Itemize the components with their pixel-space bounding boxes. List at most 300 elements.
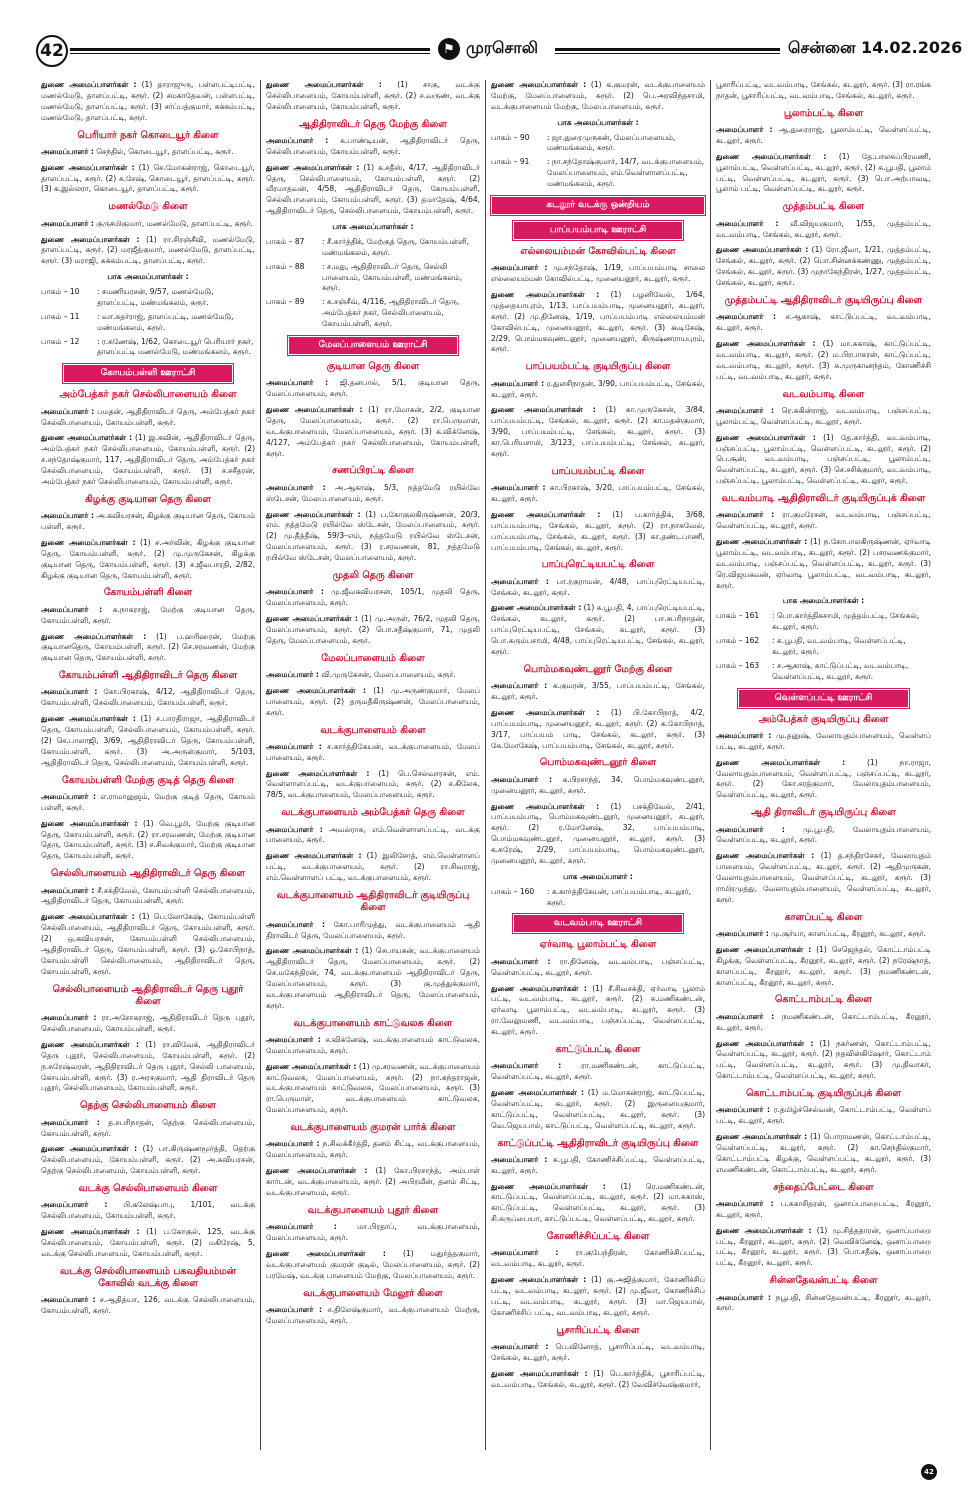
rooster-logo-icon: ⚑ [438, 38, 460, 60]
panchayat-banner: மேலப்பாளையம் ஊராட்சி [288, 336, 458, 355]
member-details: நபூபதி, சின்னதேவன்பட்டி, கீரனூர், கடலூர், கரூர். [716, 1292, 931, 1313]
role-label: துணை அமைப்பாளர்கள் : [266, 614, 358, 624]
member-details: க.குமரன், 3/55, பாப்பயம்பட்டி, சேங்கல், கடலூர், கரூர். [491, 681, 705, 702]
member-entry [716, 1012, 931, 1034]
role-label: துணை அமைப்பாளர்கள் : [491, 983, 587, 993]
member-entry [716, 758, 931, 802]
booth-detail: : ஜா.துரைமுருகன், மேலப்பாளையம், மண்மங்கலம், கரூர். [547, 132, 676, 153]
member-details: ர.துளசிநாதன், 3/90, பாப்பயம்பட்டி, சேங்கல், கடலூர், கரூர். [491, 378, 705, 399]
member-entry [716, 537, 931, 591]
member-details: ச.கார்த்திகேயன், வடக்குபாளையம், மேலப் பாளையம், கரூர். [266, 741, 480, 762]
booth-entry [491, 133, 705, 155]
branch-heading: செல்லிபாளையம் ஆதிதிராவிடர் தெரு கிளை [50, 868, 246, 880]
role-label: துணை அமைப்பாளர்கள் : [716, 537, 808, 547]
member-entry [716, 1199, 931, 1221]
member-entry [41, 1118, 255, 1140]
member-details: (1) பெ.கார்த்திக், பூசாரிப்பட்டி, வடவம்பாடி, சேங்கல், கடலூர், கரூர். (2) வேவிச்வேஷ்குமார், [491, 1368, 705, 1389]
member-details: (1) ந.கோபாலகிருஷ்ணன், ஏர்வாடி பூலாம்பட்டி, வடவம்பாடி, கடலூர், கரூர். (2) பசரவணக்குமார், வடவம்பாடி, பஞ்சப்பட்டி, வெள்ளப்பட்டி, கடலூர், கரூர். (3) ரெ.விஜயகவன், ஏர்வாடி பூலாம்பட்டி, வடவம்பாடி, கடலூர், கரூர். [716, 537, 931, 590]
branch-heading: காட்டுப்பட்டி ஆதிதிராவிடர் குடியிருப்பு கிளை [497, 1137, 699, 1149]
branch-heading: அம்பேத்கர் குடியிருப்பு கிளை [758, 713, 889, 725]
member-details: (1) ப.கோகுலகிருஷ்ணன், 20/3, எம். நத்தமேடு ரயில்வே ஸ்டேசன், மேலப்பாளையம், கரூர். (2) மு.தீத்தீஷ், 59/3–எம், நத்தமேடு ரயில்வே ஸ்டேசன், மேலப்பாளையம், கரூர். (3) ர.சரவணன், 81, நத்தமேடு ரயில்வே ஸ்டேசன், மேலப்பாளையம், கரூர். [266, 509, 480, 563]
member-details: (1) கோ.பிரசாந்த், அம்பாள் கார்டன், வடக்குபாளையம், கரூர். (2) அபிரவீன், தனம் சிட்டி, வடக்குபாளையம், கரூர். [266, 1166, 481, 1197]
role-label: அமைப்பாளர் : [266, 741, 322, 751]
booth-label: பாகம் – 87 [266, 236, 305, 246]
role-label: துணை அமைப்பாளர்கள் : [41, 1144, 138, 1154]
role-label: துணை அமைப்பாளர்கள் : [491, 707, 600, 717]
role-label: துணை அமைப்பாளர்கள் : [716, 151, 827, 161]
member-details: (1) இலிசோத், எம்.வெள்ளாளப் பட்டி, வடக்குபாளையம், கரூர். (2) ரா.சிவராஜ், எம்.வெள்ளாளப் பட்டி, வடக்குபாளையம், கரூர். [266, 851, 480, 883]
branch-heading: பாப்பயம்பட்டி கிளை [551, 465, 645, 477]
member-details: மு.சூர்யா, காளப்பட்டி, கீரனூர், கடலூர், கரூர். [771, 929, 926, 939]
branch-heading: சணப்பிரட்டி கிளை [332, 465, 414, 477]
member-entry [491, 80, 705, 113]
member-details: (1) ரா.மோகன், 2/2, குடியான தெரு, மேலப்பாளையம், கரூர். (2) ரா.பெருமாள், வடக்குபாளையம், மேலப்பாளையம், கரூர். (3) க.விக்னேஷ், 4/127, அம்பேத்கர் நகர் செல்லிபாளையம், கோயம்பள்ளி, கரூர். [266, 405, 481, 458]
member-entry [716, 312, 931, 334]
role-label: அமைப்பாளர் : [491, 1061, 562, 1071]
member-details: ரா.குபேந்திரன், கோணிச்சிப்பட்டி, வடவம்பாடி, கடலூர், கரூர். [491, 1248, 705, 1269]
role-label: துணை அமைப்பாளர்கள் : [41, 80, 137, 89]
member-details: ரா.தினேஷ், வடவம்பாடி, பஞ்சப்பட்டி, வெள்ளப்பட்டி, கடலூர், கரூர். [491, 956, 705, 977]
member-details: (1) சாகு, வடக்கு செல்லிபாளையம், கோயம்பள்ளி, கரூர். (2) ச.வருண், வடக்கு செல்லிபாளையம், கோயம்பள்ளி, கரூர். [266, 80, 480, 111]
member-entry [716, 1226, 931, 1270]
booth-detail: : ர.கணேஷ், 1/62, கொடையூர் பெரியார் நகர், தாளப்பட்டி மணல்மேடு, மண்மங்கலம், கரூர். [97, 336, 254, 357]
booth-detail: : சீ.கார்த்திக், மேற்குத் தெரு, கோயம்பள்ளி, மண்மங்கலம், கரூர். [322, 236, 470, 257]
member-entry [716, 851, 931, 905]
booth-detail: : ச.மது, ஆதிதிராவிடர் தெரு, செல்லி பாளையம், கோயம்பள்ளி, மண்மங்கலம், கரூர். [322, 261, 463, 293]
member-details: ப.சுகாசிதரன், ஒனாப்பாறைபட்டி, கீரனூர், கடலூர், கரூர். [716, 1198, 931, 1219]
branch-heading: குடியான தெரு கிளை [326, 361, 420, 373]
member-details: குருசமிகுமார், மணல்மேடு, தாளப்பட்டி, கரூர். [96, 218, 253, 228]
member-details: (1) பெ.செல்வாரசன், எம். வெள்ளாளப்பட்டி, வடக்குபாளையம், கரூர். (2) ச.கிலேசு, 78/5, வடக்குபாளையம், மேலப்பாளையம், கரூர். [266, 768, 480, 800]
member-entry [266, 742, 480, 764]
member-entry [491, 802, 705, 867]
member-details: கோ.பிரகாஷ், 4/12, ஆதிதிராவிடர் தெரு, கோயம்பள்ளி, செல்லிபாளையம், கோயம்பள்ளி, கரூர். [41, 687, 255, 708]
branch-heading: பூசாரிப்பட்டி கிளை [556, 1324, 640, 1336]
booth-entry [716, 611, 931, 633]
section-subheading: பாக அமைப்பாளர் : [563, 871, 633, 881]
member-details: (1) கு.அஜித்குமார், கோணிச்சிப் பட்டி, வடவம்பாடி, கடலூர், கரூர். (2) மு.ஜீவா, கோணிச்சிப் பட்டி, வடவம்பாடி, கடலூர், கரூர். (3) மா.ஜெயபால், கோணிச்சிப் பட்டி, வடவம்பாடி, கடலூர், கரூர். [491, 1275, 705, 1317]
role-label: துணை அமைப்பாளர்கள் : [41, 433, 133, 443]
member-entry [491, 1248, 705, 1270]
role-label: அமைப்பாளர் : [266, 919, 325, 929]
member-entry [41, 912, 255, 977]
member-details: பெ.வினோத், பூசாரிப்பட்டி, வடவம்பாடி, சேங்கல், கடலூர், கரூர். [491, 1342, 705, 1362]
branch-heading: வடக்குபாளையம் புதூர் கிளை [307, 1204, 439, 1216]
member-details: பி.கலேஷ்பாபு, 1/101, வடக்கு செல்லிபாளையம், கோயம்பள்ளி, கரூர். [41, 1200, 255, 1221]
role-label: அமைப்பாளர் : [491, 956, 551, 966]
member-entry [266, 946, 480, 1011]
footer-page-number: 42 [921, 1464, 937, 1480]
member-details: மு.தனுஷ், வேலாயுதம்பாளையம், வெள்ளப் பட்டி, கடலூர், கரூர். [716, 730, 931, 751]
member-entry [491, 510, 705, 554]
booth-label: பாகம் – 90 [491, 132, 530, 142]
member-details: (1) சு.பூபதி, 4, பாப்புரெட்டியபட்டி, சேங்கல், கடலூர், கரூர். (2) பா.சபரிநாதன், பாப்புரெட்டியபட்டி, சேங்கல், கடலூர், கரூர். (3) பொ.சுரும்பசாமி, 4/48, பாப்புரெட்டியபட்டி, சேங்கல், கடலூர், கரூர். [491, 603, 705, 656]
member-entry [41, 80, 255, 124]
branch-heading: சின்னதேவன்பட்டி கிளை [769, 1275, 878, 1287]
member-entry [716, 929, 931, 940]
member-entry [266, 136, 480, 158]
member-details: (1) தே.பாலசுப்பிரமணி, பூலாம்பட்டி, வெள்ளப்பட்டி, கடலூர், கரூர். (2) சு.பூபதி, பூலாம் பட்டி, வெள்ளப்பட்டி, கடலூர், கரூர். (3) பொ.அற்பாவடி, பூலாம் பட்டி, வெள்ளப்பட்டி, கடலூர், கரூர். [716, 151, 932, 194]
member-entry [716, 433, 931, 487]
member-entry [716, 1132, 931, 1176]
member-entry [266, 405, 480, 459]
role-label: துணை அமைப்பாளர்கள் : [266, 851, 362, 861]
member-details: அ.கவியரசன், கிழக்கு குடியான தெரு, கோயம் பள்ளி, கரூர். [41, 511, 255, 532]
member-entry [716, 510, 931, 532]
role-label: துணை அமைப்பாளர்கள் : [266, 405, 363, 415]
role-label: துணை அமைப்பாளர்கள் : [716, 1132, 808, 1142]
role-label: அமைப்பாளர் : [716, 1105, 771, 1115]
column-2 [261, 80, 486, 1450]
member-details: (1) ம.மோகன்ராஜ், காட்டுப்பட்டி, வெள்ளப்பட்டி, கடலூர், கரூர். (2) இருளையகுமார், காட்டுப்பட்டி, வெள்ளப்பட்டி, கடலூர், கரூர். (3) வெ.ஜெயபால், காட்டுப்பட்டி, வெள்ளப்பட்டி, கடலூர், கரூர். [491, 1088, 705, 1130]
role-label: துணை அமைப்பாளர்கள் : [716, 757, 846, 767]
role-label: அமைப்பாளர் : [716, 1292, 772, 1302]
role-label: அமைப்பாளர் : [41, 218, 94, 228]
role-label: அமைப்பாளர் : [41, 1117, 100, 1127]
booth-entry [266, 262, 480, 295]
role-label: அமைப்பாளர் : [41, 885, 95, 895]
member-entry [716, 80, 931, 102]
member-details: (1) ப.ஹரிஹரன், மேற்கு குடியானதெரு, கோயம்பள்ளி, கரூர். (2) செ.சரவணன், மேற்கு குடியான தெரு, கோயம்பள்ளி, கரூர். [41, 631, 255, 663]
branch-heading: ஏர்வாடி பூலாம்பட்டி கிளை [539, 939, 657, 951]
member-entry [491, 984, 705, 1038]
role-label: துணை அமைப்பாளர்கள் : [41, 714, 136, 724]
member-entry [41, 1200, 255, 1222]
member-entry [716, 731, 931, 753]
member-entry [266, 1035, 480, 1057]
branch-heading: பொம்மகவுண்டனூர் கிளை [539, 757, 657, 769]
member-entry [41, 433, 255, 487]
role-label: அமைப்பாளர் : [491, 1154, 548, 1164]
member-entry [266, 1062, 480, 1116]
booth-entry [716, 661, 931, 683]
member-entry [491, 1182, 705, 1226]
role-label: துணை அமைப்பாளர்கள் : [41, 1039, 140, 1049]
member-entry [41, 511, 255, 533]
member-details: பூசாரிப்பட்டி, வடவம்பாடி, சேங்கல், கடலூர், கரூர். (3) ரா.ரங்க நாதன், பூசாரிப்பட்டி, வடவம்பாடி, சேங்கல், கடலூர், கரூர். [716, 80, 931, 100]
branch-heading: கோயம்பள்ளி ஆதிதிராவிடர் தெரு கிளை [58, 670, 238, 682]
section-subheading: பாக அமைப்பாளர்கள் : [332, 222, 414, 232]
member-details: (1) மு.சரவணன், வடக்குபாளையம் காட்டுவலசு, மேலப்பாளையம், கரூர். (2) நா.கந்தராஜன், வடக்குபாளையம் காட்டுவலசு, மேலப்பாளையம், கரூர். (3) ரா.பெருமாள், வடக்குபாளையம் காட்டுவலசு, மேலப்பாளையம், கரூர். [266, 1061, 481, 1115]
member-details: வீ.விஜயகுமார், 1/55, முத்தம்பட்டி, வடவம்பாடி, சேங்கல், கடலூர், கரூர். [716, 218, 931, 239]
member-entry [266, 920, 480, 942]
branch-heading: ஆதிதிராவிடர் தெரு மேற்கு கிளை [299, 118, 447, 130]
member-details: வி.முருகேசன், மேலப்பாளையம், கரூர். [321, 670, 456, 680]
role-label: அமைப்பாளர் : [491, 263, 548, 273]
member-details: (1) பெ.லோகேஷ், கோயம்பள்ளி செல்லிபாளையம், ஆதிதிராவிடர் தெரு, கோயம்பள்ளி, கரூர். (2) ஒ.கவியரசன், கோயம்பள்ளி செல்லிபாளையம், ஆதிதிராவிடர் தெரு, கோயம்பள்ளி, கரூர். (3) ஓ.கோபிநாத், கோயம்பள்ளி செல்லிபாளையம், ஆதிதிராவிடர் தெரு, கோயம்பள்ளி, கரூர். [41, 912, 255, 976]
branch-heading: முத்தம்பட்டி ஆதிதிராவிடர் குடியிருப்பு கிளை [724, 294, 923, 306]
booth-detail: : க.சஞ்சீவ், 4/116, ஆதிதிராவிடர் தெரு, அம்பேத்கர் நகர், செல்லிபாளையம், கோயம்பள்ளி, கரூர். [322, 297, 460, 329]
branch-heading: பாப்பயம்பட்டி குடியிருப்பு கிளை [525, 361, 671, 373]
newspaper-name: முரசொலி [466, 38, 538, 57]
role-label: அமைப்பாளர் : [41, 687, 98, 697]
member-details: (1) மு.அருண்குமார், மேலப் பாளையம், கரூர். (2) தருமதீகிருஷ்ணன், மேலப்பாளையம், கரூர். [266, 685, 480, 717]
union-banner: கடலூர் வடக்கு ஒன்றியம் [491, 196, 705, 215]
member-entry [266, 825, 480, 847]
member-details: (1) பி.கோபிநாத், 4/2, பாப்பயம்பாடி, முனையனூர், கடலூர், கரூர். (2) க.கோபிநாத், 3/17, பாப்பயம் பாடி, சேங்கல், கடலூர், கரூர். (3) கே.மோகேஷ், பாப்பயம்பாடி, சேங்கல், கடலூர், கரூர். [491, 707, 705, 750]
role-label: துணை அமைப்பாளர்கள் : [41, 162, 135, 172]
member-details: மு.சந்தோஷ், 1/19, பாப்பயம்பாடி சாலை எல்லையம்மன் கோவில்பட்டி, முனையனூர், கடலூர், கரூர். [491, 263, 705, 284]
column-1 [36, 80, 261, 1450]
role-label: அமைப்பாளர் : [266, 670, 319, 680]
role-label: துணை அமைப்பாளர்கள் : [266, 1061, 357, 1071]
role-label: அமைப்பாளர் : [491, 378, 545, 388]
branch-heading: முத்தம்பட்டி கிளை [782, 201, 865, 213]
member-details: (1) ரெ.மணிகண்டன், காட்டுப்பட்டி, வெள்ளப்பட்டி, கடலூர், கரூர். (2) மா.சுகாஸ், காட்டுப்பட்டி, வெள்ளப்பட்டி, கடலூர், கரூர். (3) சி.சுருப்பையா, காட்டுப்பட்டி, வெள்ளப்பட்டி, கடலூர், கரூர். [491, 1181, 706, 1224]
member-entry [491, 1155, 705, 1177]
section-subheading: பாக அமைப்பாளர்கள் : [782, 596, 865, 606]
member-entry [41, 407, 255, 429]
branch-heading: கொட்டாம்பட்டி கிளை [774, 994, 872, 1006]
member-entry [41, 886, 255, 908]
booth-detail: : ச.ஆகாஷ், காட்டுப்பட்டி, வடவம்பாடி, வெள்ளப்பட்டி, கடலூர், கரூர். [772, 660, 909, 681]
member-details: (1) பழனிவேல், 1/64, முத்தையாபுரம், 1/13, பாப்பயம்பாடி, முனையனூர், கடலூர், கரூர். (2) மு.தினேஷ், 1/19, பாப்பயம்பாடி எல்லையம்மன் கோவில்பட்டி, முனையனூர், கடலூர், கரூர். (3) கூடிசேஷ், 2/29, பொம்மகவுண்டனூர், முனையனூர், கிருஷ்ணராயபுரம், கரூர். [491, 290, 705, 354]
branch-heading: ஆதி திராவிடர் குடியிருப்பு கிளை [751, 807, 896, 819]
dateline: சென்னை 14.02.2026 [788, 38, 963, 57]
booth-entry [491, 157, 705, 190]
booth-entry [266, 297, 480, 330]
section-subheading: பாக அமைப்பாளர்கள் : [107, 272, 189, 282]
role-label: துணை அமைப்பாளர்கள் : [491, 509, 601, 519]
member-details: ஆ.துரைராஜ், பூலாம்பட்டி, வெள்ளப்பட்டி, கடலூர், கரூர். [716, 125, 931, 145]
booth-label: பாகம் – 160 [491, 886, 535, 896]
branch-heading: பெரியார் நகர் கொடையூர் கிளை [77, 129, 219, 141]
role-label: துணை அமைப்பாளர்கள் : [266, 1166, 368, 1176]
member-entry [41, 1227, 255, 1260]
member-details: (1) ச.பாரதிராஜா, ஆதிதிராவிடர் தெரு, கோயம்பள்ளி, செல்லிபாளையம், கோயம்பள்ளி, கரூர். (2) செ.பாலாஜி, 3/69, ஆதிதிராவிடர் தெரு, கோயம்பள்ளி, கோயம்பள்ளி, கரூர். (3) அ.அருள்குமார், 5/103, ஆதிதிராவிடர் தெரு, செல்லிபாளையம், கோயம்பள்ளி, கரூர். [41, 714, 255, 767]
booth-detail: : பொ.கார்த்திகசாமி, முத்தம்பட்டி, சேங்கல், கடலூர், கரூர். [772, 611, 920, 632]
booth-label: பாகம் – 10 [41, 287, 80, 297]
member-details: (1) ப.கார்த்திக், 3/68, பாப்பயம்பாடி, சேங்கல், கடலூர், கரூர். (2) ரா.நாகவேல், பாப்பயம்பாடி, சேங்கல், கடலூர், கரூர். (3) கா.தண்டபாணி, பாப்பயம்பாடி, சேங்கல், கடலூர், கரூர். [491, 509, 705, 552]
role-label: அமைப்பாளர் : [716, 929, 769, 939]
member-entry [41, 1295, 255, 1317]
member-details: (1) செஜெந்தல், கொட்டாம்பட்டி கிழக்கு, வெள்ளப்பட்டி, கீரனூர், கடலூர், கரூர். (2) நரேஷ்நாத், காளப்பட்டி, கீரனூர், கடலூர், கரூர். (3) நமணிகண்டன், காளப்பட்டி, கீரனூர், கடலூர், கரூர். [716, 944, 931, 987]
booth-detail: : நா.சந்தோஷ்குமார், 14/7, வடக்குபாளையம், மேலப்பாளையம், எம்.வெள்ளாளப்பட்டி, மண்மங்கலம், கரூர். [547, 157, 705, 188]
role-label: துணை அமைப்பாளர்கள் : [716, 432, 816, 442]
member-details: பா.ரகுராமன், 4/48, பாப்புரெட்டியபட்டி, சேங்கல், கடலூர், கரூர். [491, 576, 705, 597]
member-details: சீ.சக்திவேல், கோயம்பள்ளி செல்லிபாளையம், ஆதிதிராவிடர் தெரு, கோயம்பள்ளி, கரூர். [41, 885, 255, 906]
role-label: துணை அமைப்பாளர்கள் : [491, 1275, 587, 1285]
member-entry [41, 219, 255, 230]
member-details: கா.பிரகாஷ், 3/20, பாப்பயம்பட்டி, சேங்கல், கடலூர், கரூர். [491, 483, 705, 503]
booth-entry [716, 636, 931, 658]
member-entry [266, 1249, 480, 1282]
member-details: பமதன், ஆதிதிராவிடர் தெரு, அம்பேத்கர் நகர் செல்லிபாளையம், கோயம்பள்ளி, கரூர். [41, 406, 255, 427]
member-entry [491, 1275, 705, 1319]
member-entry [41, 1144, 255, 1177]
member-entry [266, 1305, 480, 1327]
member-details: ரா.மணிகண்டன், காட்டுப்பட்டி, வெள்ளப்பட்டி, கடலூர், கரூர். [491, 1061, 705, 1082]
branch-heading: மணல்மேடு கிளை [108, 201, 188, 213]
member-details: (1) நா.ராஜா, வேலாயுதம்பாளையம், வெள்ளப்பட்டி, பஞ்சப்பட்டி, கடலூர், கரூர். (2) கோ.சரத்குமார், வேலாயுதம்பாளையம், வெள்ளப்பட்டி, கடலூர், கரூர். [716, 757, 931, 800]
role-label: துணை அமைப்பாளர்கள் : [41, 631, 147, 641]
booth-label: பாகம் – 91 [491, 157, 530, 167]
column-3 [486, 80, 711, 1450]
article-columns [36, 80, 936, 1450]
role-label: அமைப்பாளர் : [266, 824, 323, 834]
member-details: த.சபரிநாதன், தெற்கு செல்லிபாளையம், கோயம்பள்ளி, கரூர். [41, 1117, 255, 1138]
member-entry [491, 379, 705, 401]
member-entry [491, 708, 705, 752]
role-label: துணை அமைப்பாளர்கள் : [491, 603, 582, 613]
role-label: துணை அமைப்பாளர்கள் : [491, 1088, 584, 1098]
member-details: (1) கா.முருகேசன், 3/84, பாப்பயம்பட்டி, சேங்கல், கடலூர், கரூர். (2) கா.மதன்குமார், 3/90, பாப்பயம்பட்டி, சேங்கல், கடலூர், கரூர். (3) கா.பெரியசாமி, 3/123, பாப்பயம்பட்டி, சேங்கல், கடலூர், கரூர். [491, 405, 705, 458]
member-details: ந.சிவக்கீர்த்தி, தனம் சிட்டி, வடக்குபாளையம், மேலப்பாளையம், கரூர். [266, 1139, 480, 1160]
member-entry [266, 1139, 480, 1161]
role-label: துணை அமைப்பாளர்கள் : [41, 537, 136, 547]
member-details: ரா.அசோகராஜ், ஆதிதிராவிடர் தெரு புதூர், செல்லிபாளையம், கோயம்பள்ளி, கரூர். [41, 1013, 255, 1034]
member-entry [716, 245, 931, 289]
booth-label: பாகம் – 163 [716, 660, 760, 670]
member-entry [266, 163, 480, 217]
member-entry [491, 290, 705, 355]
role-label: துணை அமைப்பாளர்கள் : [491, 1181, 606, 1191]
member-details: (1) சீ.சிவசக்தி, ஏர்வாடி பூலாம் பட்டி, வடவம்பாடி, கடலூர், கரூர். (2) சு.மணிகண்டன், ஏர்வாடி பூலாம்பட்டி, வடவம்பாடி, கடலூர், கரூர். (3) ரா.வேலுமணி, வடவம்பாடி, பஞ்சப்பட்டி, வெள்ளப்பட்டி, கடலூர், கரூர். [491, 983, 705, 1037]
member-details: (1) ரா.விவேக், ஆதிதிராவிடர் தெரு புதூர், செல்லிபாளையம், கோயம்பள்ளி, கரூர். (2) ந.சுரேஷ்வரன், ஆதிதிராவிடர் தெரு புதூர், செல்லி பாளையம், கோயம்பள்ளி, கரூர். (3) ர.அரசகுமார், ஆதி திராவிடர் தெரு புதூர், செல்லிபாளையம், கோயம்பள்ளி, கரூர். [41, 1039, 255, 1093]
member-entry [41, 687, 255, 709]
page-number-badge: 42 [36, 35, 68, 67]
member-entry [266, 769, 480, 802]
role-label: அமைப்பாளர் : [491, 483, 546, 493]
member-details: (1) மு.அருள், 76/2, முதலி தெரு, மேலப்பாளையம், கரூர். (2) பொ.சதீஷ்குமார், 71, முதலி தெரு, மேலப்பாளையம், கரூர். [266, 614, 480, 645]
member-details: (1) க.குமரன், வடக்குபாளையம் மேற்கு, மேலப்பாளையம், கரூர். (2) பெ.அரவிந்தசாமி, வடக்குபாளையம் மேற்கு, மேலப்பாளையம், கரூர். [491, 80, 705, 111]
member-entry [716, 1293, 931, 1315]
branch-heading: காட்டுப்பட்டி கிளை [555, 1043, 641, 1055]
member-entry [491, 1369, 705, 1391]
member-details: (1) பொராமணன், கொட்டாம்பட்டி, வெள்ளப்பட்டி, கடலூர், கரூர். (2) கா.செந்தில்குமார், கொட்டாம்பட்டி கிழக்கு, வெள்ளப்பட்டி, கடலூர், கரூர். (3) எமணிகண்டன், கொட்டாம்பட்டி, கடலூர், கரூர். [716, 1132, 932, 1174]
role-label: துணை அமைப்பாளர்கள் : [716, 339, 816, 349]
panchayat-banner: பாப்பயம்பாடி ஊராட்சி [513, 221, 683, 240]
member-details: மு.ஜீவகவியரசன், 105/1, முதலி தெரு, மேலப்பாளையம், கரூர். [266, 587, 480, 608]
member-details: (1) மு.சித்ததாரன், ஒனாப்பாறை பட்டி, கீரனூர், கடலூர், கரூர். (2) வெவிக்னேஷ், ஒனாப்பாறை பட்டி, கீரனூர், கடலூர், கரூர். (3) பொ.சதீஷ், ஒனாப்பாறை பட்டி, கீரனூர், கடலூர், கரூர். [716, 1225, 931, 1268]
section-subheading: பாக அமைப்பாளர்கள் : [557, 117, 639, 127]
role-label: அமைப்பாளர் : [491, 1248, 559, 1258]
booth-label: பாகம் – 89 [266, 297, 305, 307]
member-entry [41, 1013, 255, 1035]
member-entry [716, 1039, 931, 1083]
booth-entry [266, 237, 480, 259]
member-entry [716, 406, 931, 428]
role-label: துணை அமைப்பாளர்கள் : [266, 162, 360, 172]
role-label: அமைப்பாளர் : [41, 604, 103, 614]
member-entry [716, 1105, 931, 1127]
role-label: துணை அமைப்பாளர்கள் : [491, 801, 600, 811]
member-entry [41, 714, 255, 768]
branch-heading: வடக்குபாளையம் குமரன் பார்க் கிளை [290, 1122, 456, 1134]
member-entry [491, 775, 705, 797]
member-details: செந்தில், கொடையூர், தாளப்பட்டி, கரூர். [96, 146, 234, 156]
booth-entry [41, 287, 255, 309]
member-details: ஜி.தனபால், 5/1, குடியான தெரு, மேலப்பாளையம், கரூர். [266, 378, 480, 399]
member-details: க.நாகராஜ், மேற்கு குடியான தெரு, கோயம்பள்ளி, கரூர். [41, 604, 255, 625]
member-details: ச.திலேஷ்குமார், வடக்குபாளையம் மேற்கு, மேலப்பாளையம், கரூர். [266, 1304, 480, 1325]
booth-label: பாகம் – 161 [716, 611, 760, 621]
member-entry [266, 851, 480, 884]
role-label: அமைப்பாளர் : [716, 510, 775, 520]
member-entry [41, 538, 255, 582]
member-details: (1) த.சந்திரசேகர், வேலாயுதம் பாளையம், வெள்ளப்பட்டி, கடலூர், கரூர். (2) ஆதிமுருகன், வேலாயுதம்பாளையம், வெள்ளப்பட்டி, கடலூர், கரூர். (3) ராமிரமுத்து, வேலாயுதம்பாளையம், வெள்ளப்பட்டி, கடலூர், கரூர். [716, 851, 931, 904]
member-details: (1) மா.சுகாஷ், காட்டுப்பட்டி, வடவம்பாடி, கடலூர், கரூர். (2) ம.பிரபாகரன், காட்டுப்பட்டி, வடவம்பாடி, கடலூர், கரூர். (3) சு.முருகானந்தம், கோணிச்சி பட்டி, வடவம்பாடி, கடலூர், கரூர். [716, 339, 931, 381]
branch-heading: கோயம்பள்ளி மேற்கு குடித் தெரு கிளை [61, 774, 235, 786]
booth-detail: : சமணியரசன், 9/57, மணல்மேடு, தாளப்பட்டி, மண்மங்கலம், கரூர். [97, 287, 214, 307]
booth-detail: : க.கார்த்திகேயன், பாப்பயம்பாடி, கடலூர், கரூர். [547, 886, 691, 907]
role-label: துணை அமைப்பாளர்கள் : [266, 946, 359, 956]
branch-heading: எல்லையம்மன் கோவில்பட்டி கிளை [520, 245, 676, 257]
branch-heading: பாப்புரெட்டியபட்டி கிளை [541, 559, 655, 571]
booth-label: பாகம் – 11 [41, 311, 80, 321]
member-entry [716, 125, 931, 147]
role-label: அமைப்பாளர் : [266, 1304, 322, 1314]
branch-heading: கோணிச்சிப்பட்டி கிளை [546, 1231, 650, 1243]
role-label: துணை அமைப்பாளர்கள் : [716, 1038, 814, 1048]
role-label: துணை அமைப்பாளர்கள் : [41, 234, 140, 244]
role-label: துணை அமைப்பாளர்கள் : [716, 1225, 812, 1235]
member-entry [41, 1040, 255, 1094]
member-entry [266, 1222, 480, 1244]
member-entry [41, 163, 255, 196]
role-label: அமைப்பாளர் : [716, 218, 779, 228]
member-entry [41, 235, 255, 268]
member-entry [266, 587, 480, 609]
role-label: துணை அமைப்பாளர்கள் : [491, 290, 600, 300]
branch-heading: காளப்பட்டி கிளை [784, 911, 863, 923]
member-entry [266, 670, 480, 681]
role-label: அமைப்பாளர் : [491, 774, 552, 784]
member-entry [716, 152, 931, 196]
member-details: சு.பூபதி, கோணிச்சிப்பட்டி, வெள்ளப்பட்டி, கடலூர், கரூர். [491, 1154, 705, 1175]
member-entry [266, 483, 480, 505]
role-label: அமைப்பாளர் : [41, 1013, 97, 1023]
member-entry [41, 792, 255, 814]
role-label: அமைப்பாளர் : [41, 1295, 96, 1305]
member-entry [41, 819, 255, 863]
header-rule-right-thin [555, 53, 780, 54]
booth-entry [41, 312, 255, 334]
member-details: ச.விக்னேஷ், வடக்குபாளையம் காட்டுவலசு, மேலப்பாளையம், கரூர். [266, 1034, 480, 1055]
branch-heading: செல்லிபாளையம் ஆதிதிராவிடர் தெரு புதூர் கிளை [52, 983, 244, 1007]
member-entry [266, 378, 480, 400]
branch-heading: வடவம்பாடி ஆதிதிராவிடர் குடியிருப்புக் கிளை [721, 493, 926, 504]
member-entry [491, 1342, 705, 1364]
role-label: துணை அமைப்பாளர்கள் : [41, 818, 138, 828]
member-details: (1) பா.கிருஷ்ணமூர்த்தி, தெற்கு செல்லிபாளையம், கோயம்பள்ளி, கரூர். (2) அ.கவியரசன், தெற்கு செல்லிபாளையம், கோயம்பள்ளி, கரூர். [41, 1144, 255, 1176]
role-label: அமைப்பாளர் : [716, 1011, 775, 1021]
booth-entry [41, 337, 255, 359]
member-details: (1) தாராஜுரு, பள்ளபட்டிபட்டி, மணல்மேடு, தாளப்பட்டி, கரூர். (2) சமகாதேவன், பள்ளபட்டி, மணல்மேடு, தாளப்பட்டி, கரூர். (3) சர்ப்பத்குமார், சுக்கம்பட்டி, மணல்மேடு, தாளப்பட்டி, கரூர். [41, 80, 256, 122]
member-entry [266, 80, 480, 113]
member-details: நமணிகண்டன், கொட்டாம்பட்டி, கீரனூர், கடலூர், கரூர். [716, 1011, 931, 1032]
booth-label: பாகம் – 88 [266, 261, 305, 271]
role-label: அமைப்பாளர் : [491, 576, 549, 586]
panchayat-banner: கோயம்பள்ளி ஊராட்சி [63, 364, 233, 383]
member-details: (1) நகர்ணன், கொட்டாம்பட்டி, வெள்ளப்பட்டி, கடலூர், கரூர். (2) நதவின்கிஷோர், கொட்டாம் பட்டி, வெள்ளப்பட்டி, கடலூர், கரூர். (3) மு.திவாகர், கொட்டாம்பட்டி, வெள்ளப்பட்டி, கடலூர், கரூர். [716, 1038, 931, 1081]
branch-heading: கோயம்பள்ளி கிளை [103, 587, 193, 599]
member-entry [716, 945, 931, 989]
role-label: துணை அமைப்பாளர்கள் : [266, 1248, 386, 1258]
role-label: அமைப்பாளர் : [41, 511, 94, 521]
member-details: (1) ப.கோகுல், 125, வடக்கு செல்லிபாளையம், கோயம்பள்ளி, கரூர். (2) மகிரேஷ், 5, வடக்கு செல்லிபாளையம், கோயம்பள்ளி, கரூர். [41, 1227, 255, 1258]
role-label: துணை அமைப்பாளர்கள் : [491, 1368, 588, 1378]
header-rule-left [70, 48, 430, 51]
member-details: (1) ச.அர்வின், கிழக்கு குடியான தெரு, கோயம்பள்ளி, கரூர். (2) மு.முருகேசன், கிழக்கு குடியான தெரு, கோயம்பள்ளி, கரூர். (3) ச.ஜீவபாரதி, 2/82, கிழக்கு குடியான தெரு, கோயம்பள்ளி, கரூர். [41, 537, 255, 580]
role-label: துணை அமைப்பாளர்கள் : [491, 80, 587, 89]
role-label: துணை அமைப்பாளர்கள் : [41, 1227, 140, 1237]
role-label: அமைப்பாளர் : [266, 1139, 320, 1149]
role-label: அமைப்பாளர் : [716, 824, 785, 834]
role-label: அமைப்பாளர் : [266, 1222, 337, 1232]
role-label: அமைப்பாளர் : [716, 405, 775, 415]
member-entry [491, 603, 705, 657]
